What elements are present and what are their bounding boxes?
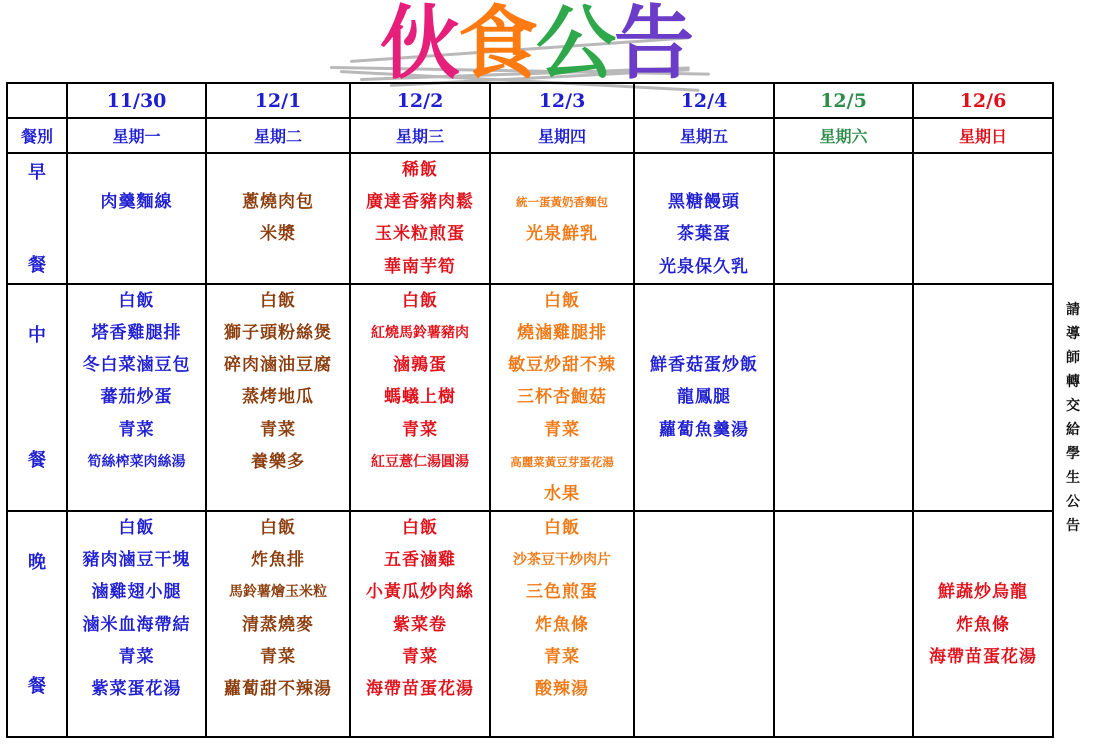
dish-item: 米漿 [260, 224, 296, 245]
weekday-row [7, 118, 1053, 153]
meal-label-bottom: 餐 [28, 254, 46, 276]
dish-item: 紫菜蛋花湯 [91, 679, 182, 699]
dish-item: 青菜 [402, 646, 438, 667]
dish-item: 白飯 [544, 518, 580, 539]
dish-item: 海帶苗蛋花湯 [366, 679, 474, 699]
dish-item: 養樂多 [251, 451, 305, 472]
weekday-cell: 星期一 [67, 118, 206, 153]
dish-item [68, 218, 205, 250]
dish-item: 白飯 [402, 290, 438, 311]
title-char-4: 告 [614, 0, 692, 90]
side-note-char: 請 [1066, 302, 1080, 318]
dish-item: 三色煎蛋 [526, 582, 598, 603]
dish-item: 蕃茄炒蛋 [100, 387, 173, 408]
side-note-char: 給 [1066, 422, 1080, 438]
date-cell: 12/1 [206, 83, 350, 118]
meal-label-top: 晚 [28, 552, 46, 574]
dish-item: 白飯 [118, 518, 155, 539]
dish-item: 滷雞翅小腿 [91, 582, 182, 603]
menu-cell [774, 511, 913, 737]
dish-item: 蔥燒肉包 [242, 192, 314, 213]
dish-item: 酸辣湯 [535, 679, 589, 699]
date-cell: 12/6 [913, 83, 1053, 118]
dish-item: 炸魚排 [251, 550, 305, 571]
dish-item: 碎肉滷油豆腐 [224, 355, 332, 376]
menu-cell [206, 153, 350, 284]
title-char-2: 食 [458, 0, 536, 90]
dish-item [68, 154, 205, 186]
side-note-char: 告 [1066, 518, 1080, 534]
dish-item: 豬肉滷豆干塊 [82, 550, 191, 571]
dish-item: 青菜 [260, 646, 296, 667]
dish-item: 龍鳳腿 [677, 387, 731, 408]
menu-cell [634, 153, 774, 284]
dish-item: 青菜 [118, 419, 155, 440]
dish-item [491, 251, 633, 283]
dish-item: 炸魚條 [956, 614, 1010, 635]
meal-label-bottom: 餐 [28, 450, 46, 472]
menu-cell [634, 284, 774, 511]
side-note-char: 生 [1066, 470, 1080, 486]
menu-cell [774, 284, 913, 511]
lunch-row [7, 284, 1053, 511]
date-cell: 11/30 [67, 83, 206, 118]
dish-item: 白飯 [260, 290, 296, 311]
dish-item: 鮮香菇蛋炒飯 [650, 355, 758, 376]
dish-item: 玉米粒煎蛋 [375, 224, 465, 245]
menu-cell [913, 153, 1053, 284]
dish-item: 蘿蔔魚羹湯 [659, 419, 749, 440]
dish-item: 沙茶豆干炒肉片 [513, 552, 611, 569]
dish-item: 青菜 [544, 419, 580, 440]
dish-item: 三杯杏鮑菇 [517, 387, 607, 408]
dish-item [207, 251, 349, 283]
dish-item [914, 544, 1052, 576]
dish-item: 蒸烤地瓜 [242, 387, 314, 408]
menu-cell [350, 511, 490, 737]
dish-item: 光泉保久乳 [659, 256, 749, 277]
meal-label-dinner [7, 511, 67, 737]
date-cell: 12/4 [634, 83, 774, 118]
meal-label-bottom: 餐 [28, 676, 46, 698]
dish-item: 紫菜卷 [393, 614, 447, 635]
dish-item: 統一蛋黃奶香麵包 [516, 195, 608, 210]
dish-item [635, 285, 773, 317]
side-note [1058, 298, 1088, 538]
dish-item: 青菜 [544, 646, 580, 667]
weekday-cell: 星期三 [350, 118, 490, 153]
date-cell: 12/5 [774, 83, 913, 118]
dish-item: 高麗菜黃豆芽蛋花湯 [510, 454, 614, 469]
meal-label-lunch [7, 284, 67, 511]
menu-cell [67, 511, 206, 737]
menu-cell [206, 284, 350, 511]
dish-item: 燒滷雞腿排 [517, 322, 607, 343]
dish-item: 冬白菜滷豆包 [82, 355, 191, 376]
side-note-char: 學 [1066, 446, 1080, 462]
menu-cell [913, 511, 1053, 737]
dish-item: 光泉鮮乳 [526, 224, 598, 245]
weekday-cell: 星期二 [206, 118, 350, 153]
dish-item: 塔香雞腿排 [91, 322, 182, 343]
weekday-cell: 星期日 [913, 118, 1053, 153]
meal-label-top: 早 [28, 162, 46, 183]
dish-item: 紅豆薏仁湯圓湯 [371, 453, 469, 470]
dish-item: 華南芋筍 [384, 256, 456, 277]
dish-item: 青菜 [260, 419, 296, 440]
side-note-char: 轉 [1066, 374, 1080, 390]
dish-item [68, 251, 205, 283]
title-char-3: 公 [536, 0, 614, 90]
menu-cell [490, 153, 634, 284]
meal-column-header: 餐別 [7, 118, 67, 153]
meal-label-breakfast [7, 153, 67, 284]
date-row [7, 83, 1053, 118]
dish-item: 白飯 [402, 518, 438, 539]
side-note-char: 公 [1066, 494, 1080, 510]
menu-cell [913, 284, 1053, 511]
dish-item [635, 154, 773, 186]
corner-cell [7, 83, 67, 118]
dish-item: 炸魚條 [535, 614, 589, 635]
side-note-char: 師 [1066, 350, 1080, 366]
date-cell: 12/2 [350, 83, 490, 118]
title-text [380, 0, 692, 94]
menu-cell [634, 511, 774, 737]
dish-item: 敏豆炒甜不辣 [508, 355, 616, 376]
dish-item: 蘿蔔甜不辣湯 [224, 679, 332, 699]
menu-cell [490, 511, 634, 737]
date-cell: 12/3 [490, 83, 634, 118]
weekday-cell: 星期四 [490, 118, 634, 153]
dish-item: 鮮蔬炒烏龍 [938, 582, 1028, 603]
dish-item: 海帶苗蛋花湯 [929, 646, 1037, 667]
dish-item: 青菜 [118, 646, 155, 667]
dish-item: 筍絲榨菜肉絲湯 [87, 453, 186, 470]
dish-item: 青菜 [402, 419, 438, 440]
weekday-cell: 星期六 [774, 118, 913, 153]
dish-item: 獅子頭粉絲煲 [224, 322, 332, 343]
dish-item: 滷米血海帶結 [82, 614, 191, 635]
dish-item: 白飯 [118, 290, 155, 311]
dish-item: 茶葉蛋 [677, 224, 731, 245]
dish-item [491, 154, 633, 186]
dish-item: 稀飯 [402, 160, 438, 180]
dish-item: 紅燒馬鈴薯豬肉 [371, 324, 469, 341]
dish-item: 肉羹麵線 [100, 192, 173, 213]
title-char-1: 伙 [380, 0, 458, 90]
dish-item: 螞蟻上樹 [384, 387, 456, 408]
dish-item: 馬鈴薯燴玉米粒 [229, 584, 327, 601]
dinner-row [7, 511, 1053, 737]
menu-cell [67, 153, 206, 284]
menu-table [6, 82, 1054, 738]
dish-item [914, 512, 1052, 544]
breakfast-row [7, 153, 1053, 284]
dish-item: 白飯 [260, 518, 296, 539]
dish-item: 廣達香豬肉鬆 [366, 192, 474, 213]
weekday-cell: 星期五 [634, 118, 774, 153]
meal-label-top: 中 [28, 324, 46, 346]
dish-item: 水果 [544, 483, 580, 504]
side-note-char: 交 [1066, 398, 1080, 414]
side-note-char: 導 [1066, 326, 1080, 342]
dish-item: 小黃瓜炒肉絲 [366, 582, 474, 603]
dish-item [207, 154, 349, 186]
dish-item: 五香滷雞 [384, 550, 456, 571]
dish-item [635, 317, 773, 349]
menu-cell [350, 284, 490, 511]
menu-cell [206, 511, 350, 737]
dish-item: 白飯 [544, 290, 580, 311]
menu-cell [774, 153, 913, 284]
menu-cell [350, 153, 490, 284]
menu-cell [67, 284, 206, 511]
dish-item: 清蒸燒麥 [242, 614, 314, 635]
menu-cell [490, 284, 634, 511]
dish-item: 滷鶉蛋 [393, 355, 447, 376]
dish-item: 黑糖饅頭 [668, 192, 740, 213]
